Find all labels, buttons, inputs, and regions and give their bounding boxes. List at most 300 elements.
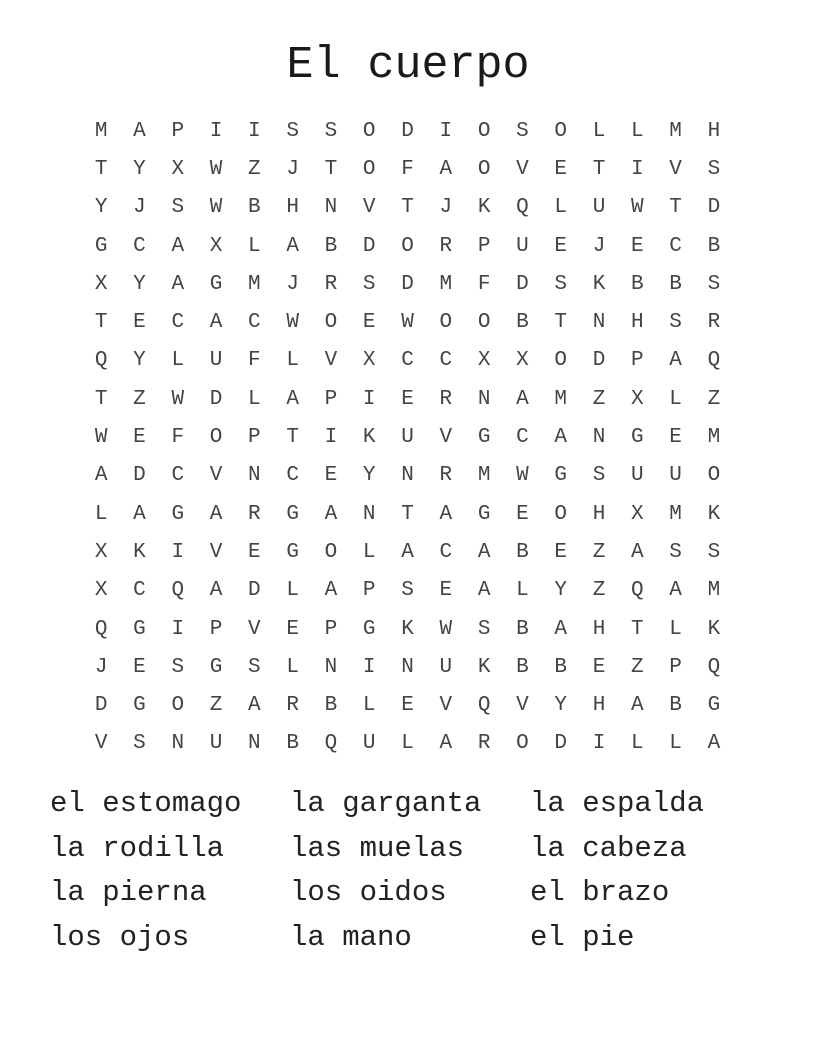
grid-cell: I (171, 617, 185, 641)
grid-cell: S (669, 311, 682, 335)
grid-cell: G (362, 617, 376, 641)
grid-cell: E (286, 617, 299, 641)
grid-cell: X (631, 387, 644, 411)
grid-cell: O (707, 464, 721, 488)
grid-cell: Q (94, 349, 108, 373)
grid-cell: J (133, 196, 146, 220)
grid-cell: L (171, 349, 185, 373)
grid-cell: Q (631, 579, 644, 603)
grid-cell: E (248, 540, 261, 564)
grid-cell: A (631, 540, 644, 564)
grid-cell: T (94, 157, 108, 181)
grid-cell: M (707, 426, 721, 450)
grid-cell: Z (592, 540, 606, 564)
grid-cell: W (516, 464, 529, 488)
grid-cell: P (171, 119, 185, 143)
grid-cell: R (439, 464, 453, 488)
grid-cell: Z (592, 579, 606, 603)
grid-cell: K (477, 655, 491, 679)
grid-row (82, 610, 733, 648)
grid-cell: B (707, 234, 721, 258)
grid-cell: D (401, 272, 414, 296)
grid-cell: G (477, 426, 491, 450)
grid-cell: Y (133, 349, 146, 373)
grid-cell: H (707, 119, 721, 143)
grid-cell: T (324, 157, 338, 181)
grid-cell: L (631, 119, 644, 143)
word-list-item: la mano (290, 921, 412, 955)
grid-cell: E (401, 387, 414, 411)
grid-cell: C (248, 311, 261, 335)
grid-cell: A (477, 579, 491, 603)
grid-cell: L (362, 540, 376, 564)
grid-cell: Z (209, 694, 223, 718)
grid-cell: S (324, 119, 338, 143)
grid-cell: D (362, 234, 376, 258)
grid-cell: U (362, 732, 376, 756)
grid-cell: X (631, 502, 644, 526)
grid-cell: N (324, 655, 338, 679)
grid-cell: A (401, 540, 414, 564)
grid-cell: L (631, 732, 644, 756)
grid-cell: L (401, 732, 414, 756)
grid-cell: S (707, 540, 721, 564)
grid-cell: E (554, 540, 568, 564)
grid-cell: Y (133, 272, 146, 296)
grid-cell: U (592, 196, 606, 220)
grid-cell: W (171, 387, 185, 411)
grid-cell: N (592, 426, 606, 450)
grid-cell: Z (707, 387, 721, 411)
grid-cell: V (362, 196, 376, 220)
grid-cell: U (401, 426, 414, 450)
grid-cell: B (516, 540, 529, 564)
grid-cell: N (477, 387, 491, 411)
grid-cell: Q (324, 732, 338, 756)
grid-cell: H (286, 196, 299, 220)
grid-cell: T (554, 311, 568, 335)
word-list-item: la rodilla (50, 831, 225, 865)
grid-cell: N (362, 502, 376, 526)
grid-cell: O (171, 694, 185, 718)
grid-cell: W (209, 196, 223, 220)
grid-cell: N (248, 732, 261, 756)
grid-cell: L (286, 655, 299, 679)
grid-cell: A (133, 119, 146, 143)
grid-cell: V (94, 732, 108, 756)
grid-row (82, 112, 733, 150)
word-list-item: las muelas (290, 831, 465, 865)
grid-cell: O (362, 119, 376, 143)
grid-cell: B (554, 655, 568, 679)
grid-cell: S (171, 196, 185, 220)
grid-cell: D (516, 272, 529, 296)
grid-cell: V (248, 617, 261, 641)
grid-row (82, 227, 733, 265)
letter-grid (82, 112, 733, 763)
grid-cell: M (669, 502, 682, 526)
grid-cell: V (516, 694, 529, 718)
grid-cell: F (401, 157, 414, 181)
grid-cell: G (631, 426, 644, 450)
grid-cell: P (324, 617, 338, 641)
grid-cell: I (592, 732, 606, 756)
grid-cell: E (592, 655, 606, 679)
grid-cell: A (554, 426, 568, 450)
grid-cell: J (286, 157, 299, 181)
grid-row (82, 457, 733, 495)
grid-cell: M (94, 119, 108, 143)
grid-cell: A (439, 157, 453, 181)
grid-cell: Q (516, 196, 529, 220)
grid-cell: V (324, 349, 338, 373)
grid-cell: M (669, 119, 682, 143)
grid-cell: A (631, 694, 644, 718)
grid-cell: A (516, 387, 529, 411)
grid-cell: D (554, 732, 568, 756)
word-list (50, 782, 770, 961)
grid-cell: Z (631, 655, 644, 679)
grid-cell: P (669, 655, 682, 679)
grid-cell: P (324, 387, 338, 411)
word-list-item: el pie (530, 921, 635, 955)
grid-cell: Y (94, 196, 108, 220)
grid-cell: J (439, 196, 453, 220)
grid-cell: A (477, 540, 491, 564)
grid-cell: P (248, 426, 261, 450)
grid-cell: N (324, 196, 338, 220)
grid-cell: C (133, 579, 146, 603)
grid-cell: J (94, 655, 108, 679)
grid-cell: S (248, 655, 261, 679)
grid-cell: C (171, 311, 185, 335)
grid-cell: I (631, 157, 644, 181)
grid-cell: K (707, 617, 721, 641)
grid-cell: W (209, 157, 223, 181)
grid-cell: D (401, 119, 414, 143)
grid-cell: M (439, 272, 453, 296)
grid-cell: A (133, 502, 146, 526)
grid-cell: Y (554, 694, 568, 718)
grid-cell: C (401, 349, 414, 373)
grid-cell: K (707, 502, 721, 526)
grid-cell: L (669, 387, 682, 411)
word-list-item: los oidos (290, 876, 447, 910)
grid-cell: N (592, 311, 606, 335)
grid-cell: M (248, 272, 261, 296)
grid-cell: U (209, 732, 223, 756)
grid-cell: V (209, 464, 223, 488)
grid-cell: A (669, 579, 682, 603)
grid-cell: G (554, 464, 568, 488)
word-list-item: la pierna (50, 876, 207, 910)
grid-cell: K (401, 617, 414, 641)
grid-cell: B (324, 694, 338, 718)
grid-cell: S (286, 119, 299, 143)
grid-cell: U (516, 234, 529, 258)
grid-cell: K (477, 196, 491, 220)
grid-cell: A (286, 234, 299, 258)
grid-cell: O (516, 732, 529, 756)
grid-cell: Z (592, 387, 606, 411)
grid-cell: E (362, 311, 376, 335)
grid-cell: R (707, 311, 721, 335)
word-list-item: la espalda (530, 787, 705, 820)
grid-cell: A (248, 694, 261, 718)
grid-cell: M (477, 464, 491, 488)
grid-cell: N (248, 464, 261, 488)
grid-cell: L (94, 502, 108, 526)
grid-cell: A (669, 349, 682, 373)
grid-cell: I (209, 119, 223, 143)
grid-cell: V (516, 157, 529, 181)
grid-cell: I (362, 655, 376, 679)
grid-cell: O (477, 157, 491, 181)
grid-cell: P (362, 579, 376, 603)
grid-cell: D (592, 349, 606, 373)
grid-cell: A (554, 617, 568, 641)
word-list-item: la garganta (290, 787, 482, 820)
grid-cell: T (592, 157, 606, 181)
grid-cell: B (286, 732, 299, 756)
grid-cell: E (554, 234, 568, 258)
grid-cell: J (592, 234, 606, 258)
grid-cell: V (439, 694, 453, 718)
grid-cell: B (516, 311, 529, 335)
grid-cell: R (477, 732, 491, 756)
grid-row (82, 342, 733, 380)
grid-cell: Y (554, 579, 568, 603)
grid-cell: J (286, 272, 299, 296)
grid-cell: K (133, 540, 146, 564)
grid-cell: E (324, 464, 338, 488)
grid-cell: L (248, 234, 261, 258)
grid-cell: X (94, 579, 108, 603)
grid-cell: U (669, 464, 682, 488)
grid-cell: S (707, 157, 721, 181)
grid-cell: O (324, 540, 338, 564)
grid-cell: B (516, 617, 529, 641)
grid-cell: T (286, 426, 299, 450)
grid-cell: M (707, 579, 721, 603)
grid-cell: O (362, 157, 376, 181)
grid-cell: E (516, 502, 529, 526)
grid-cell: L (286, 579, 299, 603)
grid-cell: N (401, 655, 414, 679)
grid-cell: F (171, 426, 185, 450)
grid-cell: G (209, 655, 223, 679)
grid-cell: W (286, 311, 299, 335)
grid-cell: S (477, 617, 491, 641)
grid-cell: O (439, 311, 453, 335)
grid-cell: N (401, 464, 414, 488)
grid-cell: C (133, 234, 146, 258)
grid-cell: P (209, 617, 223, 641)
grid-cell: E (554, 157, 568, 181)
grid-cell: B (669, 272, 682, 296)
grid-row (82, 189, 733, 227)
grid-cell: U (439, 655, 453, 679)
grid-cell: A (209, 502, 223, 526)
grid-cell: O (554, 349, 568, 373)
grid-cell: U (631, 464, 644, 488)
grid-cell: X (209, 234, 223, 258)
grid-cell: A (286, 387, 299, 411)
word-list-item: el estomago (50, 787, 242, 820)
grid-cell: A (171, 272, 185, 296)
grid-cell: R (248, 502, 261, 526)
grid-cell: A (94, 464, 108, 488)
grid-cell: A (171, 234, 185, 258)
grid-row (82, 686, 733, 724)
grid-cell: Q (94, 617, 108, 641)
grid-row (82, 533, 733, 571)
grid-cell: L (516, 579, 529, 603)
grid-cell: K (362, 426, 376, 450)
grid-cell: S (171, 655, 185, 679)
grid-cell: X (516, 349, 529, 373)
grid-row (82, 418, 733, 456)
grid-cell: G (94, 234, 108, 258)
grid-cell: W (631, 196, 644, 220)
grid-cell: O (554, 502, 568, 526)
grid-cell: S (362, 272, 376, 296)
grid-cell: O (477, 311, 491, 335)
grid-cell: W (439, 617, 453, 641)
grid-cell: Z (248, 157, 261, 181)
grid-cell: S (707, 272, 721, 296)
grid-cell: Q (171, 579, 185, 603)
grid-cell: O (209, 426, 223, 450)
grid-cell: C (669, 234, 682, 258)
grid-cell: E (631, 234, 644, 258)
grid-cell: I (362, 387, 376, 411)
grid-cell: Q (707, 349, 721, 373)
grid-cell: L (286, 349, 299, 373)
grid-cell: S (592, 464, 606, 488)
grid-cell: A (439, 502, 453, 526)
grid-cell: G (209, 272, 223, 296)
grid-row (82, 303, 733, 341)
grid-cell: G (133, 694, 146, 718)
grid-cell: B (669, 694, 682, 718)
grid-cell: T (401, 502, 414, 526)
grid-cell: X (477, 349, 491, 373)
grid-cell: O (324, 311, 338, 335)
grid-cell: A (209, 579, 223, 603)
puzzle-title: El cuerpo (286, 40, 530, 91)
grid-cell: A (324, 502, 338, 526)
grid-cell: X (362, 349, 376, 373)
grid-cell: H (592, 617, 606, 641)
grid-cell: E (133, 426, 146, 450)
grid-cell: D (133, 464, 146, 488)
grid-cell: T (94, 311, 108, 335)
grid-cell: Y (362, 464, 376, 488)
grid-cell: C (171, 464, 185, 488)
grid-cell: V (209, 540, 223, 564)
grid-cell: C (439, 349, 453, 373)
grid-cell: T (631, 617, 644, 641)
grid-cell: L (554, 196, 568, 220)
grid-cell: E (439, 579, 453, 603)
grid-cell: A (439, 732, 453, 756)
grid-cell: K (592, 272, 606, 296)
grid-cell: G (286, 540, 299, 564)
grid-row (82, 150, 733, 188)
grid-cell: S (669, 540, 682, 564)
grid-cell: L (669, 732, 682, 756)
grid-cell: E (133, 311, 146, 335)
grid-cell: I (324, 426, 338, 450)
grid-cell: T (401, 196, 414, 220)
grid-cell: O (401, 234, 414, 258)
grid-cell: C (439, 540, 453, 564)
grid-cell: C (516, 426, 529, 450)
grid-cell: T (669, 196, 682, 220)
grid-cell: V (669, 157, 682, 181)
grid-cell: Q (477, 694, 491, 718)
grid-row (82, 495, 733, 533)
grid-cell: I (248, 119, 261, 143)
grid-cell: E (133, 655, 146, 679)
grid-cell: U (209, 349, 223, 373)
grid-cell: E (401, 694, 414, 718)
grid-cell: D (707, 196, 721, 220)
grid-cell: A (209, 311, 223, 335)
grid-row (82, 380, 733, 418)
grid-row (82, 265, 733, 303)
grid-cell: M (554, 387, 568, 411)
grid-cell: A (324, 579, 338, 603)
grid-cell: B (516, 655, 529, 679)
grid-cell: D (94, 694, 108, 718)
grid-cell: R (439, 387, 453, 411)
grid-cell: F (248, 349, 261, 373)
grid-cell: G (286, 502, 299, 526)
grid-row (82, 572, 733, 610)
grid-cell: Q (707, 655, 721, 679)
grid-cell: B (324, 234, 338, 258)
grid-cell: S (133, 732, 146, 756)
grid-cell: W (401, 311, 414, 335)
grid-cell: H (592, 694, 606, 718)
grid-cell: D (248, 579, 261, 603)
grid-cell: P (631, 349, 644, 373)
grid-cell: H (631, 311, 644, 335)
grid-cell: D (209, 387, 223, 411)
grid-row (82, 725, 733, 763)
grid-cell: H (592, 502, 606, 526)
grid-cell: G (477, 502, 491, 526)
grid-cell: P (477, 234, 491, 258)
grid-cell: L (592, 119, 606, 143)
grid-cell: I (439, 119, 453, 143)
grid-cell: I (171, 540, 185, 564)
grid-cell: G (707, 694, 721, 718)
grid-cell: G (133, 617, 146, 641)
grid-cell: T (94, 387, 108, 411)
grid-cell: O (554, 119, 568, 143)
grid-cell: Z (133, 387, 146, 411)
grid-cell: B (631, 272, 644, 296)
grid-cell: B (248, 196, 261, 220)
grid-cell: N (171, 732, 185, 756)
grid-cell: X (94, 272, 108, 296)
grid-cell: W (94, 426, 108, 450)
grid-cell: R (324, 272, 338, 296)
word-list-item: los ojos (50, 921, 190, 955)
